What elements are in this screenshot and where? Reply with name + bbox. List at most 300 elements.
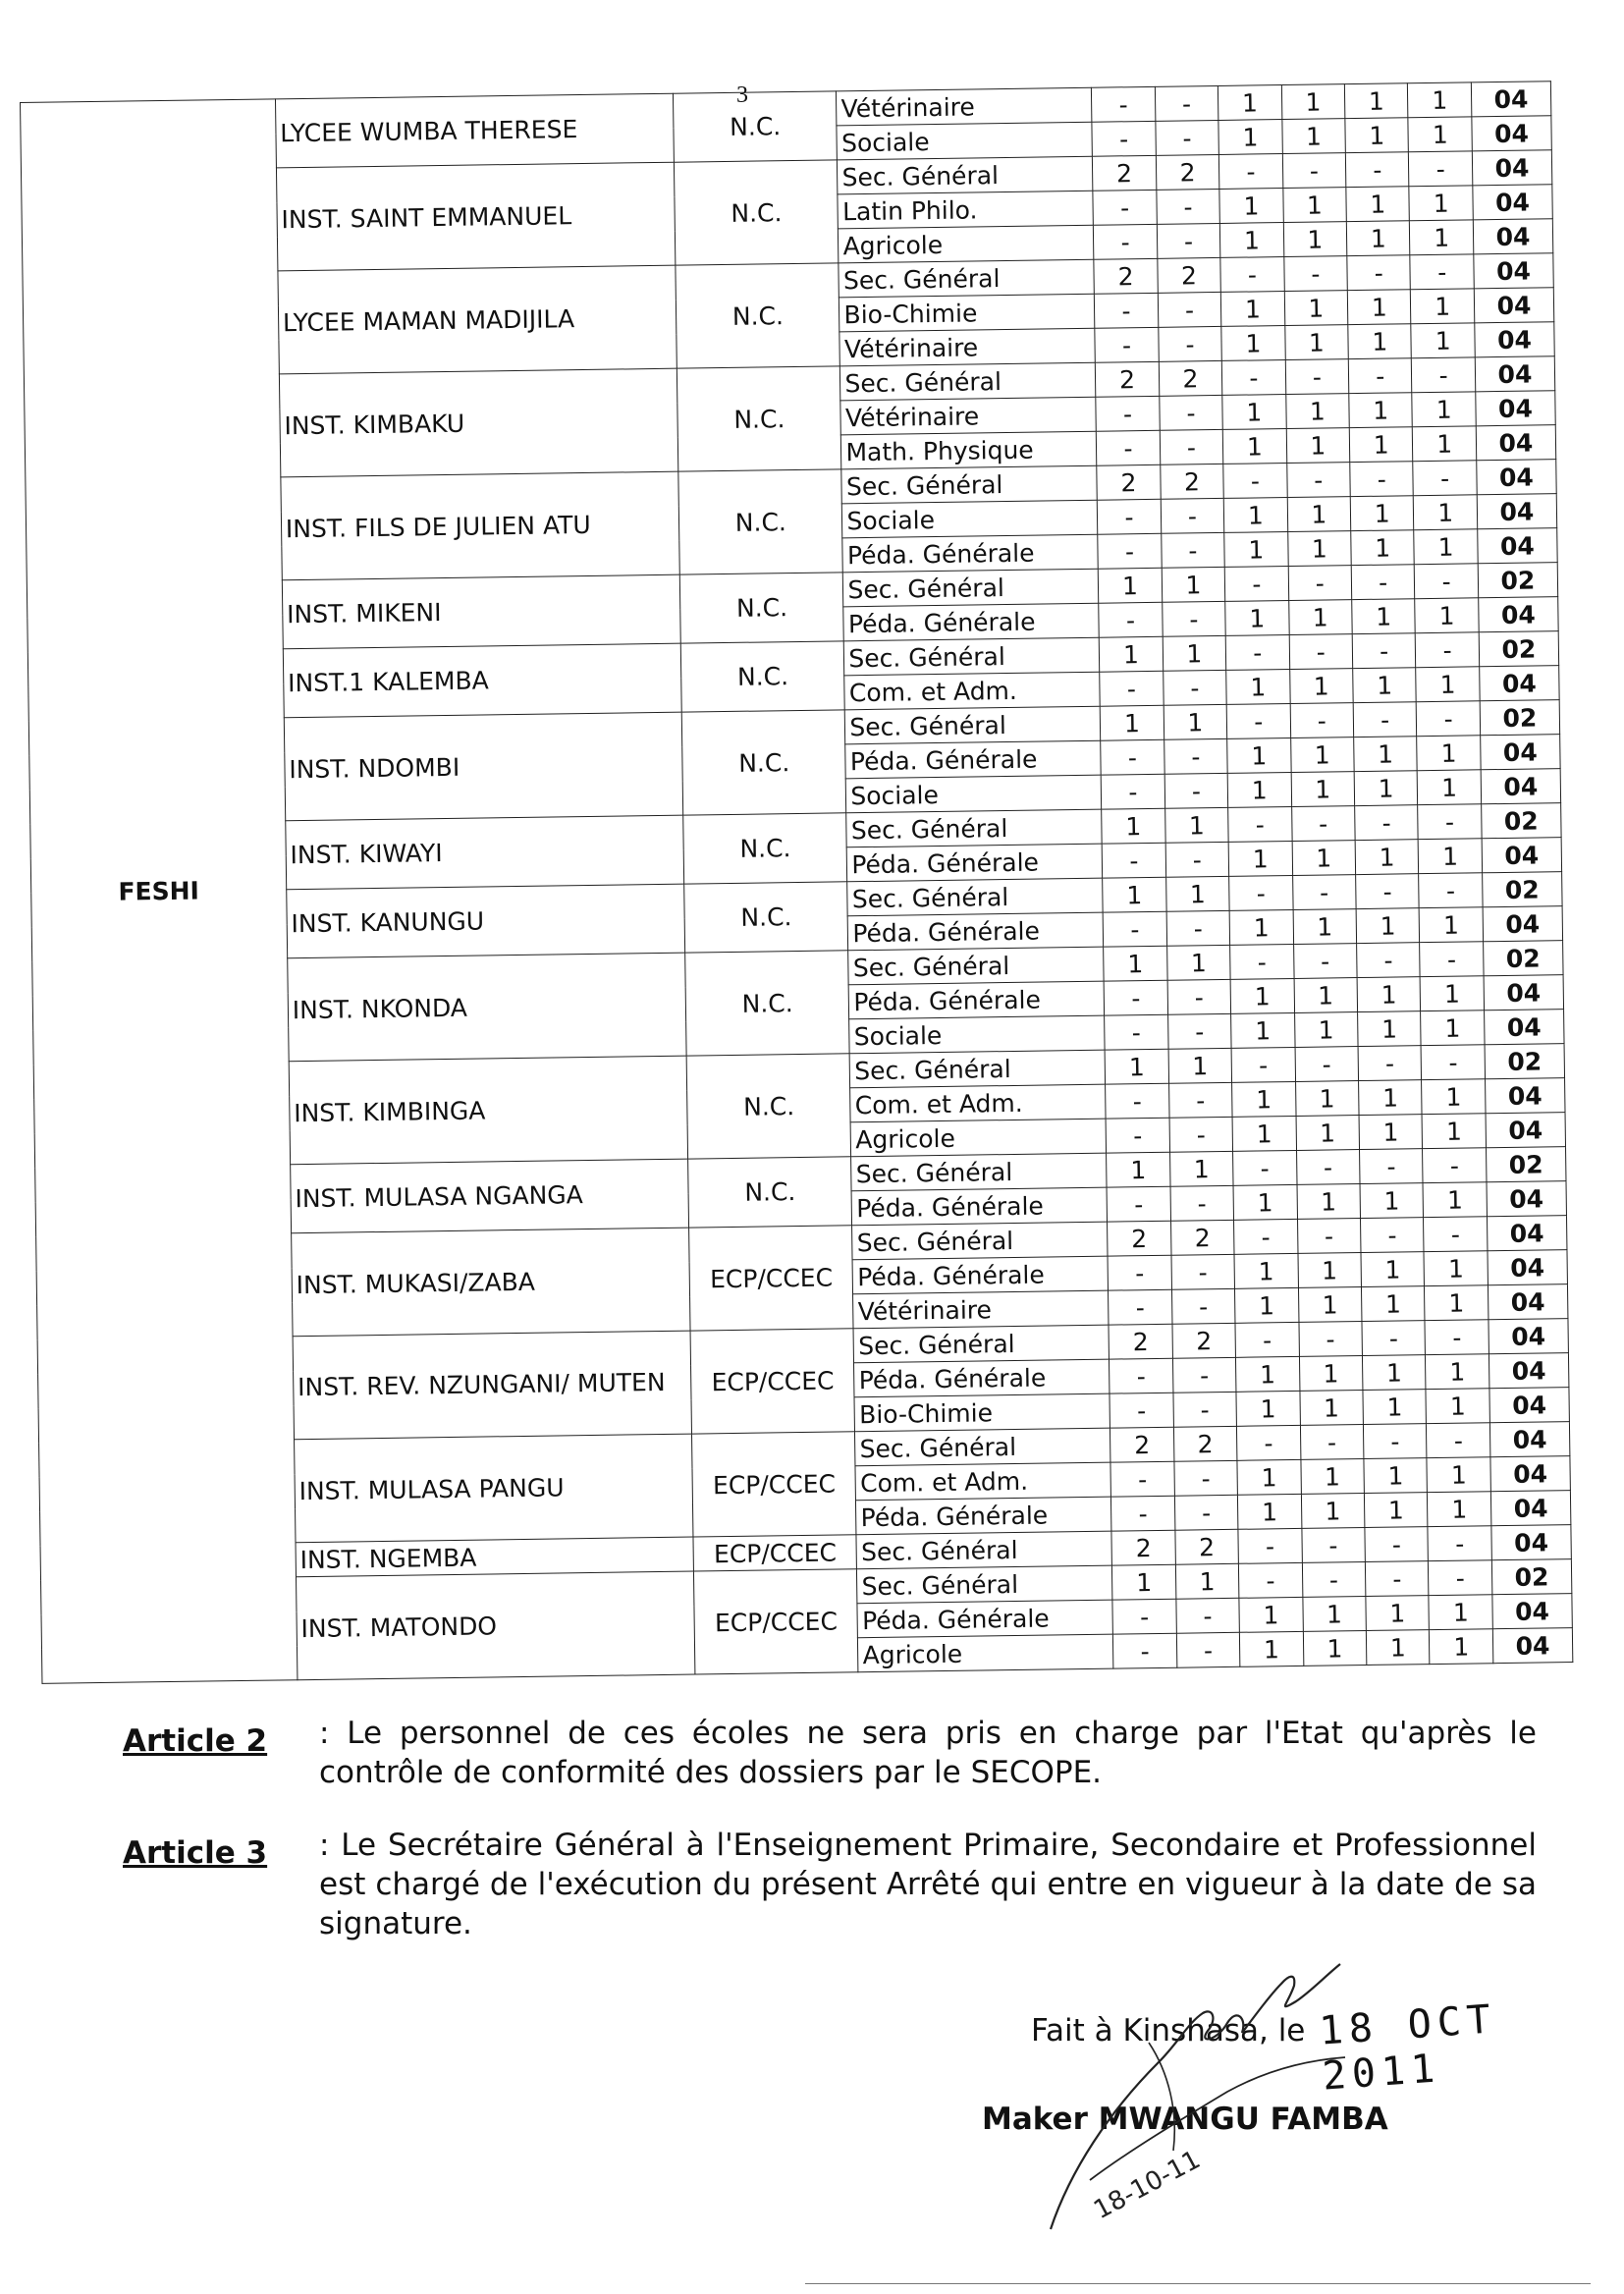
class-count-cell: - — [1097, 430, 1161, 465]
option-cell: Math. Physique — [841, 431, 1097, 469]
class-count-cell: 1 — [1344, 83, 1408, 119]
class-count-cell: - — [1157, 223, 1220, 258]
class-count-cell: 1 — [1366, 1630, 1430, 1666]
option-cell: Péda. Générale — [856, 1497, 1111, 1535]
class-count-cell: 1 — [1411, 289, 1475, 324]
class-count-cell: - — [1107, 1186, 1170, 1222]
class-count-cell: 1 — [1412, 392, 1476, 427]
class-count-cell: 1 — [1175, 1563, 1239, 1599]
class-count-cell: - — [1109, 1289, 1172, 1325]
class-count-cell: - — [1423, 1148, 1487, 1183]
class-count-cell: 1 — [1239, 1597, 1303, 1632]
option-cell: Sec. Général — [857, 1565, 1112, 1604]
total-cell: 04 — [1491, 1525, 1572, 1560]
class-count-cell: 2 — [1109, 1324, 1172, 1359]
class-count-cell: 1 — [1423, 1182, 1487, 1218]
total-cell: 04 — [1476, 425, 1556, 461]
total-cell: 04 — [1485, 1078, 1565, 1114]
class-count-cell: - — [1229, 875, 1293, 910]
class-count-cell: 2 — [1156, 154, 1219, 190]
class-count-cell: - — [1412, 357, 1476, 393]
option-cell: Péda. Générale — [842, 534, 1098, 573]
class-count-cell: 1 — [1281, 84, 1345, 120]
class-count-cell: - — [1365, 1527, 1429, 1562]
class-count-cell: 1 — [1218, 85, 1282, 121]
option-cell: Péda. Générale — [854, 1359, 1110, 1397]
class-count-cell: - — [1293, 944, 1357, 979]
class-count-cell: 1 — [1429, 1595, 1492, 1630]
class-count-cell: - — [1417, 701, 1481, 737]
total-cell: 04 — [1475, 322, 1555, 357]
class-count-cell: 1 — [1410, 220, 1474, 255]
class-count-cell: - — [1173, 1392, 1237, 1427]
class-count-cell: 1 — [1303, 1631, 1367, 1666]
total-cell: 04 — [1478, 528, 1558, 564]
class-count-cell: 1 — [1428, 1492, 1491, 1527]
class-count-cell: - — [1161, 532, 1224, 568]
school-name: INST. MIKENI — [282, 574, 680, 649]
class-count-cell: 1 — [1284, 291, 1348, 326]
class-count-cell: 1 — [1166, 945, 1230, 980]
total-cell: 02 — [1491, 1559, 1572, 1595]
option-cell: Sec. Général — [856, 1531, 1111, 1569]
class-count-cell: 1 — [1287, 497, 1351, 532]
class-count-cell: - — [1220, 257, 1284, 293]
total-cell: 04 — [1483, 906, 1563, 942]
option-cell: Péda. Générale — [848, 912, 1104, 951]
class-count-cell: 2 — [1111, 1530, 1175, 1565]
class-count-cell: 1 — [1235, 1287, 1299, 1323]
class-count-cell: - — [1176, 1632, 1240, 1667]
class-count-cell: 1 — [1165, 876, 1229, 911]
class-count-cell: - — [1409, 151, 1473, 187]
class-count-cell: 1 — [1284, 325, 1348, 360]
class-count-cell: 2 — [1175, 1529, 1239, 1564]
class-count-cell: 1 — [1223, 498, 1287, 533]
option-cell: Sec. Général — [844, 637, 1100, 676]
class-count-cell: - — [1110, 1393, 1173, 1428]
class-count-cell: - — [1092, 86, 1156, 122]
class-count-cell: - — [1356, 874, 1420, 909]
class-count-cell: 1 — [1162, 567, 1225, 602]
total-cell: 04 — [1489, 1422, 1570, 1457]
class-count-cell: - — [1230, 944, 1294, 979]
total-cell: 04 — [1489, 1353, 1569, 1389]
school-regime: N.C. — [675, 160, 839, 265]
option-cell: Vétérinaire — [839, 328, 1095, 366]
option-cell: Péda. Générale — [845, 740, 1101, 779]
school-name: INST. KIMBAKU — [279, 368, 678, 477]
class-count-cell: - — [1165, 842, 1229, 877]
class-count-cell: - — [1174, 1460, 1238, 1496]
class-count-cell: 2 — [1158, 257, 1221, 293]
total-cell: 04 — [1490, 1491, 1571, 1526]
option-cell: Sociale — [837, 122, 1092, 160]
class-count-cell: - — [1106, 1118, 1169, 1153]
total-cell: 04 — [1487, 1216, 1567, 1251]
class-count-cell: - — [1223, 464, 1287, 499]
class-count-cell: 1 — [1281, 119, 1345, 154]
class-count-cell: - — [1155, 85, 1218, 121]
class-count-cell: - — [1099, 602, 1163, 637]
class-count-cell: 1 — [1416, 667, 1480, 702]
class-count-cell: - — [1365, 1561, 1429, 1597]
school-regime: ECP/CCEC — [692, 1432, 857, 1537]
class-count-cell: 1 — [1238, 1494, 1302, 1529]
class-count-cell: - — [1295, 1047, 1359, 1082]
class-count-cell: 1 — [1346, 221, 1410, 256]
option-cell: Sec. Général — [838, 156, 1093, 194]
class-count-cell: - — [1169, 1117, 1233, 1152]
class-count-cell: 1 — [1219, 189, 1283, 224]
class-count-cell: - — [1164, 738, 1227, 774]
school-regime: N.C. — [674, 91, 838, 162]
class-count-cell: - — [1098, 499, 1162, 534]
class-count-cell: - — [1228, 806, 1292, 842]
class-count-cell: 1 — [1225, 601, 1289, 636]
option-cell: Sec. Général — [850, 1050, 1106, 1088]
class-count-cell: - — [1105, 1014, 1168, 1050]
class-count-cell: - — [1357, 943, 1421, 978]
total-cell: 04 — [1492, 1594, 1573, 1629]
total-cell: 02 — [1483, 941, 1563, 976]
class-count-cell: - — [1111, 1496, 1175, 1531]
class-count-cell: - — [1157, 189, 1220, 224]
article-label: Article 3 — [123, 1835, 268, 1871]
class-count-cell: 1 — [1219, 223, 1283, 258]
class-count-cell: - — [1113, 1633, 1177, 1668]
class-count-cell: - — [1351, 565, 1415, 600]
total-cell: 04 — [1487, 1181, 1567, 1217]
class-count-cell: 1 — [1418, 770, 1482, 805]
class-count-cell: - — [1161, 498, 1224, 533]
option-cell: Vétérinaire — [840, 397, 1096, 435]
class-count-cell: 1 — [1430, 1629, 1493, 1665]
class-count-cell: 1 — [1224, 532, 1288, 568]
option-cell: Agricole — [851, 1119, 1107, 1157]
total-cell: 04 — [1471, 82, 1551, 117]
class-count-cell: 1 — [1293, 909, 1357, 945]
class-count-cell: 1 — [1422, 1079, 1486, 1115]
total-cell: 04 — [1482, 838, 1562, 873]
class-count-cell: - — [1413, 461, 1477, 496]
option-cell: Péda. Générale — [852, 1256, 1108, 1294]
school-name: INST. NGEMBA — [296, 1537, 694, 1577]
class-count-cell: 1 — [1301, 1494, 1365, 1529]
class-count-cell: - — [1096, 396, 1160, 431]
class-count-cell: 1 — [1298, 1253, 1362, 1288]
option-cell: Sociale — [846, 775, 1102, 813]
class-count-cell: - — [1166, 910, 1230, 946]
class-count-cell: - — [1292, 875, 1356, 910]
class-count-cell: 1 — [1231, 1012, 1295, 1048]
option-cell: Agricole — [839, 225, 1094, 263]
option-cell: Péda. Générale — [847, 844, 1103, 882]
total-cell: 04 — [1475, 356, 1555, 392]
class-count-cell: 1 — [1164, 807, 1228, 843]
class-count-cell: - — [1233, 1150, 1297, 1185]
class-count-cell: 1 — [1226, 669, 1290, 704]
option-cell: Vétérinaire — [853, 1290, 1109, 1329]
class-count-cell: - — [1427, 1423, 1490, 1458]
class-count-cell: 1 — [1100, 705, 1164, 740]
class-count-cell: 1 — [1294, 978, 1358, 1013]
class-count-cell: 1 — [1408, 82, 1472, 118]
class-count-cell: 1 — [1358, 1011, 1422, 1047]
class-count-cell: - — [1358, 1046, 1422, 1081]
class-count-cell: 1 — [1292, 841, 1356, 876]
option-cell: Sec. Général — [851, 1153, 1107, 1191]
class-count-cell: 1 — [1350, 496, 1414, 531]
class-count-cell: 1 — [1414, 529, 1478, 565]
class-count-cell: 1 — [1168, 1048, 1232, 1083]
school-table — [20, 81, 1573, 1684]
class-count-cell: 1 — [1104, 946, 1167, 981]
option-cell: Sec. Général — [845, 706, 1101, 744]
class-count-cell: - — [1238, 1528, 1302, 1563]
total-cell: 04 — [1492, 1628, 1573, 1664]
class-count-cell: - — [1159, 395, 1222, 430]
class-count-cell: - — [1219, 154, 1283, 190]
class-count-cell: - — [1288, 566, 1352, 601]
class-count-cell: - — [1299, 1322, 1363, 1357]
class-count-cell: - — [1361, 1218, 1425, 1253]
class-count-cell: - — [1291, 806, 1355, 842]
option-cell: Vétérinaire — [837, 87, 1092, 126]
class-count-cell: - — [1296, 1150, 1360, 1185]
class-count-cell: - — [1425, 1320, 1489, 1355]
option-cell: Péda. Générale — [843, 603, 1099, 641]
class-count-cell: 1 — [1353, 668, 1417, 703]
article-text: : Le Secrétaire Général à l'Enseignement Primaire, Secondaire et Professionnel est chargé de l'exécution du présent Arrêté qui entre en vigueur à la date de sa signature. — [319, 1828, 1537, 1941]
class-count-cell: - — [1235, 1322, 1299, 1357]
total-cell: 04 — [1480, 666, 1560, 701]
class-count-cell: - — [1162, 601, 1225, 636]
class-count-cell: 1 — [1425, 1285, 1489, 1321]
class-count-cell: - — [1416, 632, 1480, 668]
class-count-cell: - — [1424, 1217, 1488, 1252]
total-cell: 04 — [1472, 150, 1552, 186]
school-name: INST. MULASA PANGU — [294, 1434, 693, 1543]
total-cell: 04 — [1488, 1250, 1568, 1285]
option-cell: Com. et Adm. — [850, 1084, 1106, 1122]
class-count-cell: 2 — [1094, 258, 1158, 294]
class-count-cell: - — [1300, 1425, 1364, 1460]
option-cell: Sec. Général — [847, 878, 1103, 916]
class-count-cell: 2 — [1093, 155, 1157, 191]
class-count-cell: - — [1221, 360, 1285, 396]
school-name: INST.1 KALEMBA — [283, 643, 681, 718]
school-regime: N.C. — [676, 263, 840, 368]
total-cell: 02 — [1482, 872, 1562, 907]
article-2 — [123, 1714, 1537, 1792]
total-cell: 02 — [1485, 1044, 1565, 1079]
total-cell: 04 — [1474, 253, 1554, 289]
option-cell: Bio-Chimie — [854, 1393, 1110, 1432]
total-cell: 02 — [1480, 700, 1560, 736]
school-name: INST. MULASA NGANGA — [290, 1159, 688, 1233]
school-name: INST. NDOMBI — [284, 712, 683, 821]
class-count-cell: 1 — [1102, 808, 1165, 844]
class-count-cell: 1 — [1413, 426, 1477, 462]
option-cell: Péda. Générale — [849, 981, 1105, 1019]
class-count-cell: 1 — [1282, 188, 1346, 223]
option-cell: Sociale — [849, 1015, 1105, 1054]
school-name: INST. MATONDO — [296, 1571, 695, 1680]
class-count-cell: 1 — [1222, 429, 1286, 464]
class-count-cell: 1 — [1361, 1286, 1425, 1322]
class-count-cell: 1 — [1295, 1081, 1359, 1117]
class-count-cell: - — [1420, 942, 1484, 977]
class-count-cell: 1 — [1346, 187, 1410, 222]
school-regime: ECP/CCEC — [693, 1535, 857, 1571]
class-count-cell: - — [1283, 256, 1347, 292]
class-count-cell: 1 — [1296, 1116, 1360, 1151]
class-count-cell: 1 — [1349, 393, 1413, 428]
article-text: : Le personnel de ces écoles ne sera pris en charge par l'Etat qu'après le contrôle de conformité des dossiers par le SECOPE. — [319, 1716, 1537, 1790]
class-count-cell: 2 — [1172, 1323, 1236, 1358]
total-cell: 04 — [1488, 1284, 1568, 1320]
option-cell: Sec. Général — [846, 809, 1102, 847]
class-count-cell: 1 — [1230, 978, 1294, 1013]
class-count-cell: 1 — [1421, 976, 1485, 1011]
school-regime: N.C. — [681, 710, 846, 815]
class-count-cell: - — [1422, 1045, 1486, 1080]
class-count-cell: - — [1353, 702, 1417, 737]
school-regime: ECP/CCEC — [694, 1569, 859, 1674]
total-cell: 04 — [1486, 1113, 1566, 1148]
class-count-cell: 1 — [1366, 1596, 1430, 1631]
option-cell: Péda. Générale — [852, 1187, 1108, 1226]
handwritten-date: 18-10-11 — [1089, 2145, 1206, 2226]
total-cell: 04 — [1490, 1456, 1571, 1492]
class-count-cell: 1 — [1356, 908, 1420, 944]
class-count-cell: 1 — [1229, 909, 1293, 945]
class-count-cell: - — [1301, 1528, 1365, 1563]
class-count-cell: - — [1286, 463, 1350, 498]
class-count-cell: 1 — [1240, 1631, 1304, 1666]
class-count-cell: 2 — [1097, 464, 1161, 500]
class-count-cell: - — [1282, 153, 1346, 189]
class-count-cell: - — [1352, 633, 1416, 669]
class-count-cell: 2 — [1108, 1221, 1171, 1256]
total-cell: 04 — [1474, 288, 1554, 323]
class-count-cell: - — [1355, 805, 1419, 841]
signatory-name: Maker MWANGU FAMBA — [982, 2102, 1388, 2137]
class-count-cell: - — [1289, 634, 1353, 670]
option-cell: Sec. Général — [839, 259, 1094, 298]
class-count-cell: 1 — [1354, 737, 1418, 772]
class-count-cell: 1 — [1236, 1391, 1300, 1426]
option-cell: Sec. Général — [855, 1428, 1110, 1466]
school-regime: N.C. — [679, 573, 843, 643]
class-count-cell: 1 — [1302, 1597, 1366, 1632]
footer-line — [805, 2283, 1591, 2284]
school-table-wrapper — [20, 81, 1573, 1684]
class-count-cell: - — [1094, 224, 1158, 259]
class-count-cell: 1 — [1409, 186, 1473, 221]
class-count-cell: 1 — [1218, 120, 1282, 155]
school-name: INST. KANUNGU — [287, 884, 685, 958]
class-count-cell: - — [1224, 567, 1288, 602]
class-count-cell: 1 — [1232, 1116, 1296, 1151]
class-count-cell: 1 — [1228, 841, 1292, 876]
school-regime: N.C. — [677, 366, 842, 471]
total-cell: 02 — [1482, 803, 1562, 839]
class-count-cell: 1 — [1227, 737, 1291, 773]
total-cell: 04 — [1479, 597, 1559, 632]
class-count-cell: 1 — [1364, 1493, 1428, 1528]
article-label: Article 2 — [123, 1723, 268, 1759]
school-regime: ECP/CCEC — [689, 1226, 854, 1331]
class-count-cell: 1 — [1234, 1253, 1298, 1288]
class-count-cell: - — [1160, 429, 1223, 464]
class-count-cell: - — [1350, 462, 1414, 497]
class-count-cell: 1 — [1287, 531, 1351, 567]
option-cell: Sec. Général — [843, 569, 1099, 607]
total-cell: 04 — [1472, 116, 1552, 151]
class-count-cell: 2 — [1160, 464, 1223, 499]
class-count-cell: - — [1092, 121, 1156, 156]
class-count-cell: 1 — [1362, 1355, 1426, 1391]
class-count-cell: - — [1428, 1526, 1491, 1561]
class-count-cell: - — [1163, 670, 1226, 705]
total-cell: 04 — [1484, 1010, 1564, 1045]
class-count-cell: 1 — [1227, 772, 1291, 807]
class-count-cell: 1 — [1301, 1459, 1365, 1495]
total-cell: 04 — [1489, 1319, 1569, 1354]
option-cell: Sec. Général — [840, 362, 1096, 401]
option-cell: Sec. Général — [848, 947, 1104, 985]
class-count-cell: 1 — [1426, 1354, 1489, 1390]
class-count-cell: - — [1234, 1219, 1298, 1254]
class-count-cell: 1 — [1299, 1356, 1363, 1392]
class-count-cell: - — [1239, 1562, 1303, 1598]
class-count-cell: - — [1159, 326, 1222, 361]
class-count-cell: - — [1302, 1562, 1366, 1598]
class-count-cell: - — [1362, 1321, 1426, 1356]
class-count-cell: 1 — [1364, 1458, 1428, 1494]
class-count-cell: 1 — [1421, 1010, 1485, 1046]
class-count-cell: - — [1101, 739, 1164, 775]
school-name: INST. SAINT EMMANUEL — [276, 162, 676, 271]
class-count-cell: - — [1418, 804, 1482, 840]
class-count-cell: - — [1429, 1560, 1492, 1596]
class-count-cell: 1 — [1105, 1049, 1168, 1084]
option-cell: Sociale — [842, 500, 1098, 538]
class-count-cell: - — [1103, 911, 1166, 947]
class-count-cell: - — [1108, 1255, 1171, 1290]
class-count-cell: 1 — [1363, 1390, 1427, 1425]
signature-place: Fait à Kinshasa, le — [1031, 2013, 1306, 2048]
class-count-cell: 1 — [1349, 427, 1413, 463]
class-count-cell: - — [1297, 1219, 1361, 1254]
class-count-cell: - — [1095, 327, 1159, 362]
class-count-cell: 1 — [1237, 1459, 1301, 1495]
class-count-cell: 1 — [1347, 290, 1411, 325]
class-count-cell: - — [1102, 843, 1165, 878]
class-count-cell: 1 — [1355, 840, 1419, 875]
class-count-cell: 1 — [1294, 1012, 1358, 1048]
class-count-cell: - — [1225, 635, 1289, 671]
class-count-cell: 1 — [1417, 736, 1481, 771]
total-cell: 02 — [1486, 1147, 1566, 1182]
option-cell: Sec. Général — [841, 465, 1097, 504]
school-name: LYCEE WUMBA THERESE — [275, 93, 674, 168]
school-name: INST. KIWAYI — [286, 815, 684, 890]
class-count-cell: - — [1164, 773, 1228, 808]
class-count-cell: - — [1348, 358, 1412, 394]
